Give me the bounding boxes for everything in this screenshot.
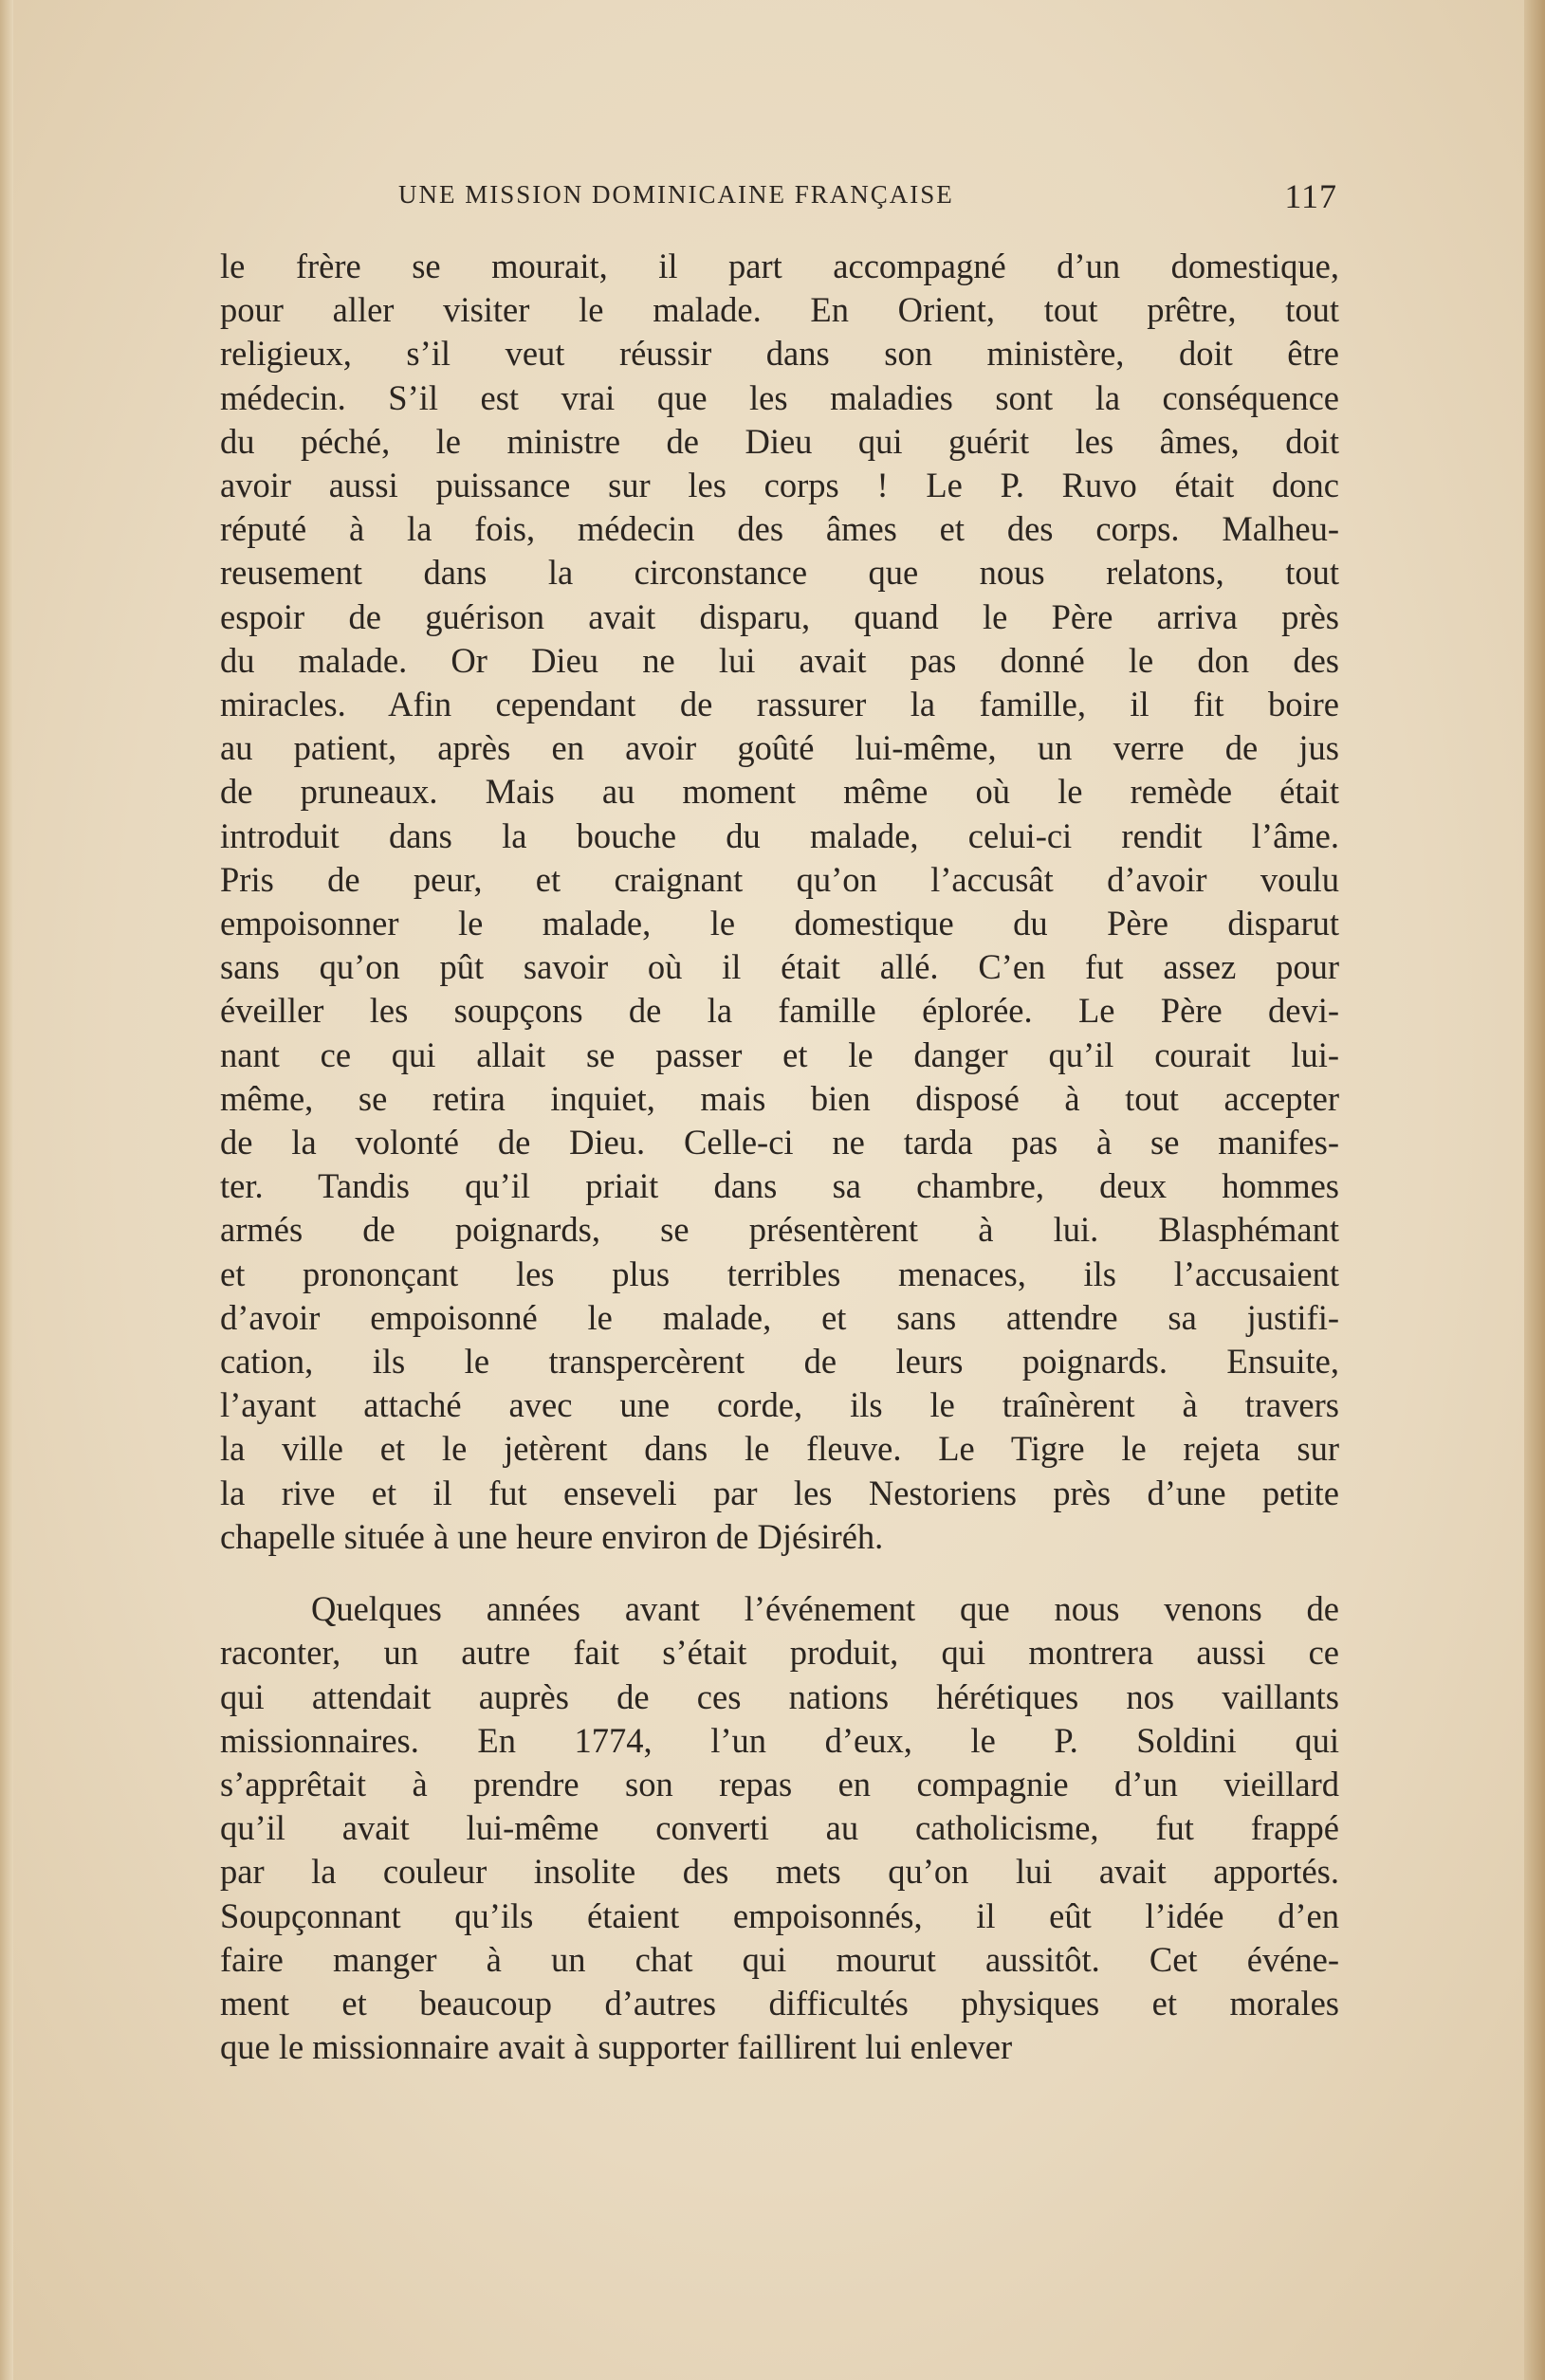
body-text xyxy=(220,245,1339,2069)
text-line: Pris de peur, et craignant qu’on l’accusât d’avoir voulu xyxy=(220,859,1339,899)
page-number: 117 xyxy=(1284,177,1337,215)
text-line: du malade. Or Dieu ne lui avait pas donné le don des xyxy=(220,640,1339,680)
text-line: miracles. Afin cependant de rassurer la famille, il fit boire xyxy=(220,685,1339,724)
text-line: qui attendait auprès de ces nations hérétiques nos vaillants xyxy=(220,1676,1339,1716)
page-right-edge xyxy=(1524,0,1545,2380)
text-line: réputé à la fois, médecin des âmes et des corps. Malheu- xyxy=(220,509,1339,549)
text-line: introduit dans la bouche du malade, celui-ci rendit l’âme. xyxy=(220,815,1339,855)
text-line: médecin. S’il est vrai que les maladies sont la conséquence xyxy=(220,377,1339,417)
text-line: missionnaires. En 1774, l’un d’eux, le P. Soldini qui xyxy=(220,1720,1339,1760)
text-line: Soupçonnant qu’ils étaient empoisonnés, il eût l’idée d’en xyxy=(220,1895,1339,1935)
text-line: sans qu’on pût savoir où il était allé. C’en fut assez pour xyxy=(220,947,1339,987)
text-line: le frère se mourait, il part accompagné d’un domestique, xyxy=(220,247,1339,285)
running-title: UNE MISSION DOMINICAINE FRANÇAISE xyxy=(398,180,954,209)
text-line: même, se retira inquiet, mais bien disposé à tout accepter xyxy=(220,1078,1339,1118)
text-line: et prononçant les plus terribles menaces, ils l’accusaient xyxy=(220,1254,1339,1293)
text-line: de la volonté de Dieu. Celle-ci ne tarda pas à se manifes- xyxy=(220,1123,1339,1163)
text-line: empoisonner le malade, le domestique du Père disparut xyxy=(220,904,1339,943)
text-line: espoir de guérison avait disparu, quand le Père arriva près xyxy=(220,596,1339,636)
text-line: nant ce qui allait se passer et le danger qu’il courait lui- xyxy=(220,1034,1339,1074)
text-line: chapelle située à une heure environ de Djésiréh. xyxy=(220,1516,884,1556)
text-line: au patient, après en avoir goûté lui-même, un verre de jus xyxy=(220,728,1339,768)
text-line: pour aller visiter le malade. En Orient, tout prêtre, tout xyxy=(220,290,1339,330)
text-line: la rive et il fut enseveli par les Nestoriens près d’une petite xyxy=(220,1473,1339,1512)
paragraph-2 xyxy=(220,1587,1339,2069)
text-line: éveiller les soupçons de la famille éplorée. Le Père devi- xyxy=(220,991,1339,1031)
text-line: reusement dans la circonstance que nous relatons, tout xyxy=(220,553,1339,593)
text-line: avoir aussi puissance sur les corps ! Le P. Ruvo était donc xyxy=(220,466,1339,505)
text-line: cation, ils le transpercèrent de leurs poignards. Ensuite, xyxy=(220,1342,1339,1382)
text-line: religieux, s’il veut réussir dans son ministère, doit être xyxy=(220,334,1339,374)
text-line: la ville et le jetèrent dans le fleuve. Le Tigre le rejeta sur xyxy=(220,1429,1339,1469)
text-line: Quelques années avant l’événement que nous venons de xyxy=(311,1589,1339,1629)
text-line: que le missionnaire avait à supporter faillirent lui enlever xyxy=(220,2027,1013,2067)
text-line: s’apprêtait à prendre son repas en compagnie d’un vieillard xyxy=(220,1764,1339,1803)
text-line: armés de poignards, se présentèrent à lui. Blasphémant xyxy=(220,1210,1339,1250)
text-line: raconter, un autre fait s’était produit, qui montrera aussi ce xyxy=(220,1633,1339,1673)
text-line: du péché, le ministre de Dieu qui guérit les âmes, doit xyxy=(220,421,1339,461)
paragraph-1 xyxy=(220,245,1339,1559)
text-line: l’ayant attaché avec une corde, ils le traînèrent à travers xyxy=(220,1385,1339,1425)
running-header xyxy=(209,177,1337,218)
text-line: qu’il avait lui-même converti au catholicisme, fut frappé xyxy=(220,1808,1339,1848)
text-line: par la couleur insolite des mets qu’on lui avait apportés. xyxy=(220,1852,1339,1892)
text-line: faire manger à un chat qui mourut aussitôt. Cet événe- xyxy=(220,1939,1339,1979)
text-line: ter. Tandis qu’il priait dans sa chambre, deux hommes xyxy=(220,1166,1339,1206)
page-left-edge xyxy=(0,0,13,2380)
text-line: d’avoir empoisonné le malade, et sans attendre sa justifi- xyxy=(220,1297,1339,1337)
text-line: ment et beaucoup d’autres difficultés physiques et morales xyxy=(220,1983,1339,2023)
text-line: de pruneaux. Mais au moment même où le remède était xyxy=(220,772,1339,812)
